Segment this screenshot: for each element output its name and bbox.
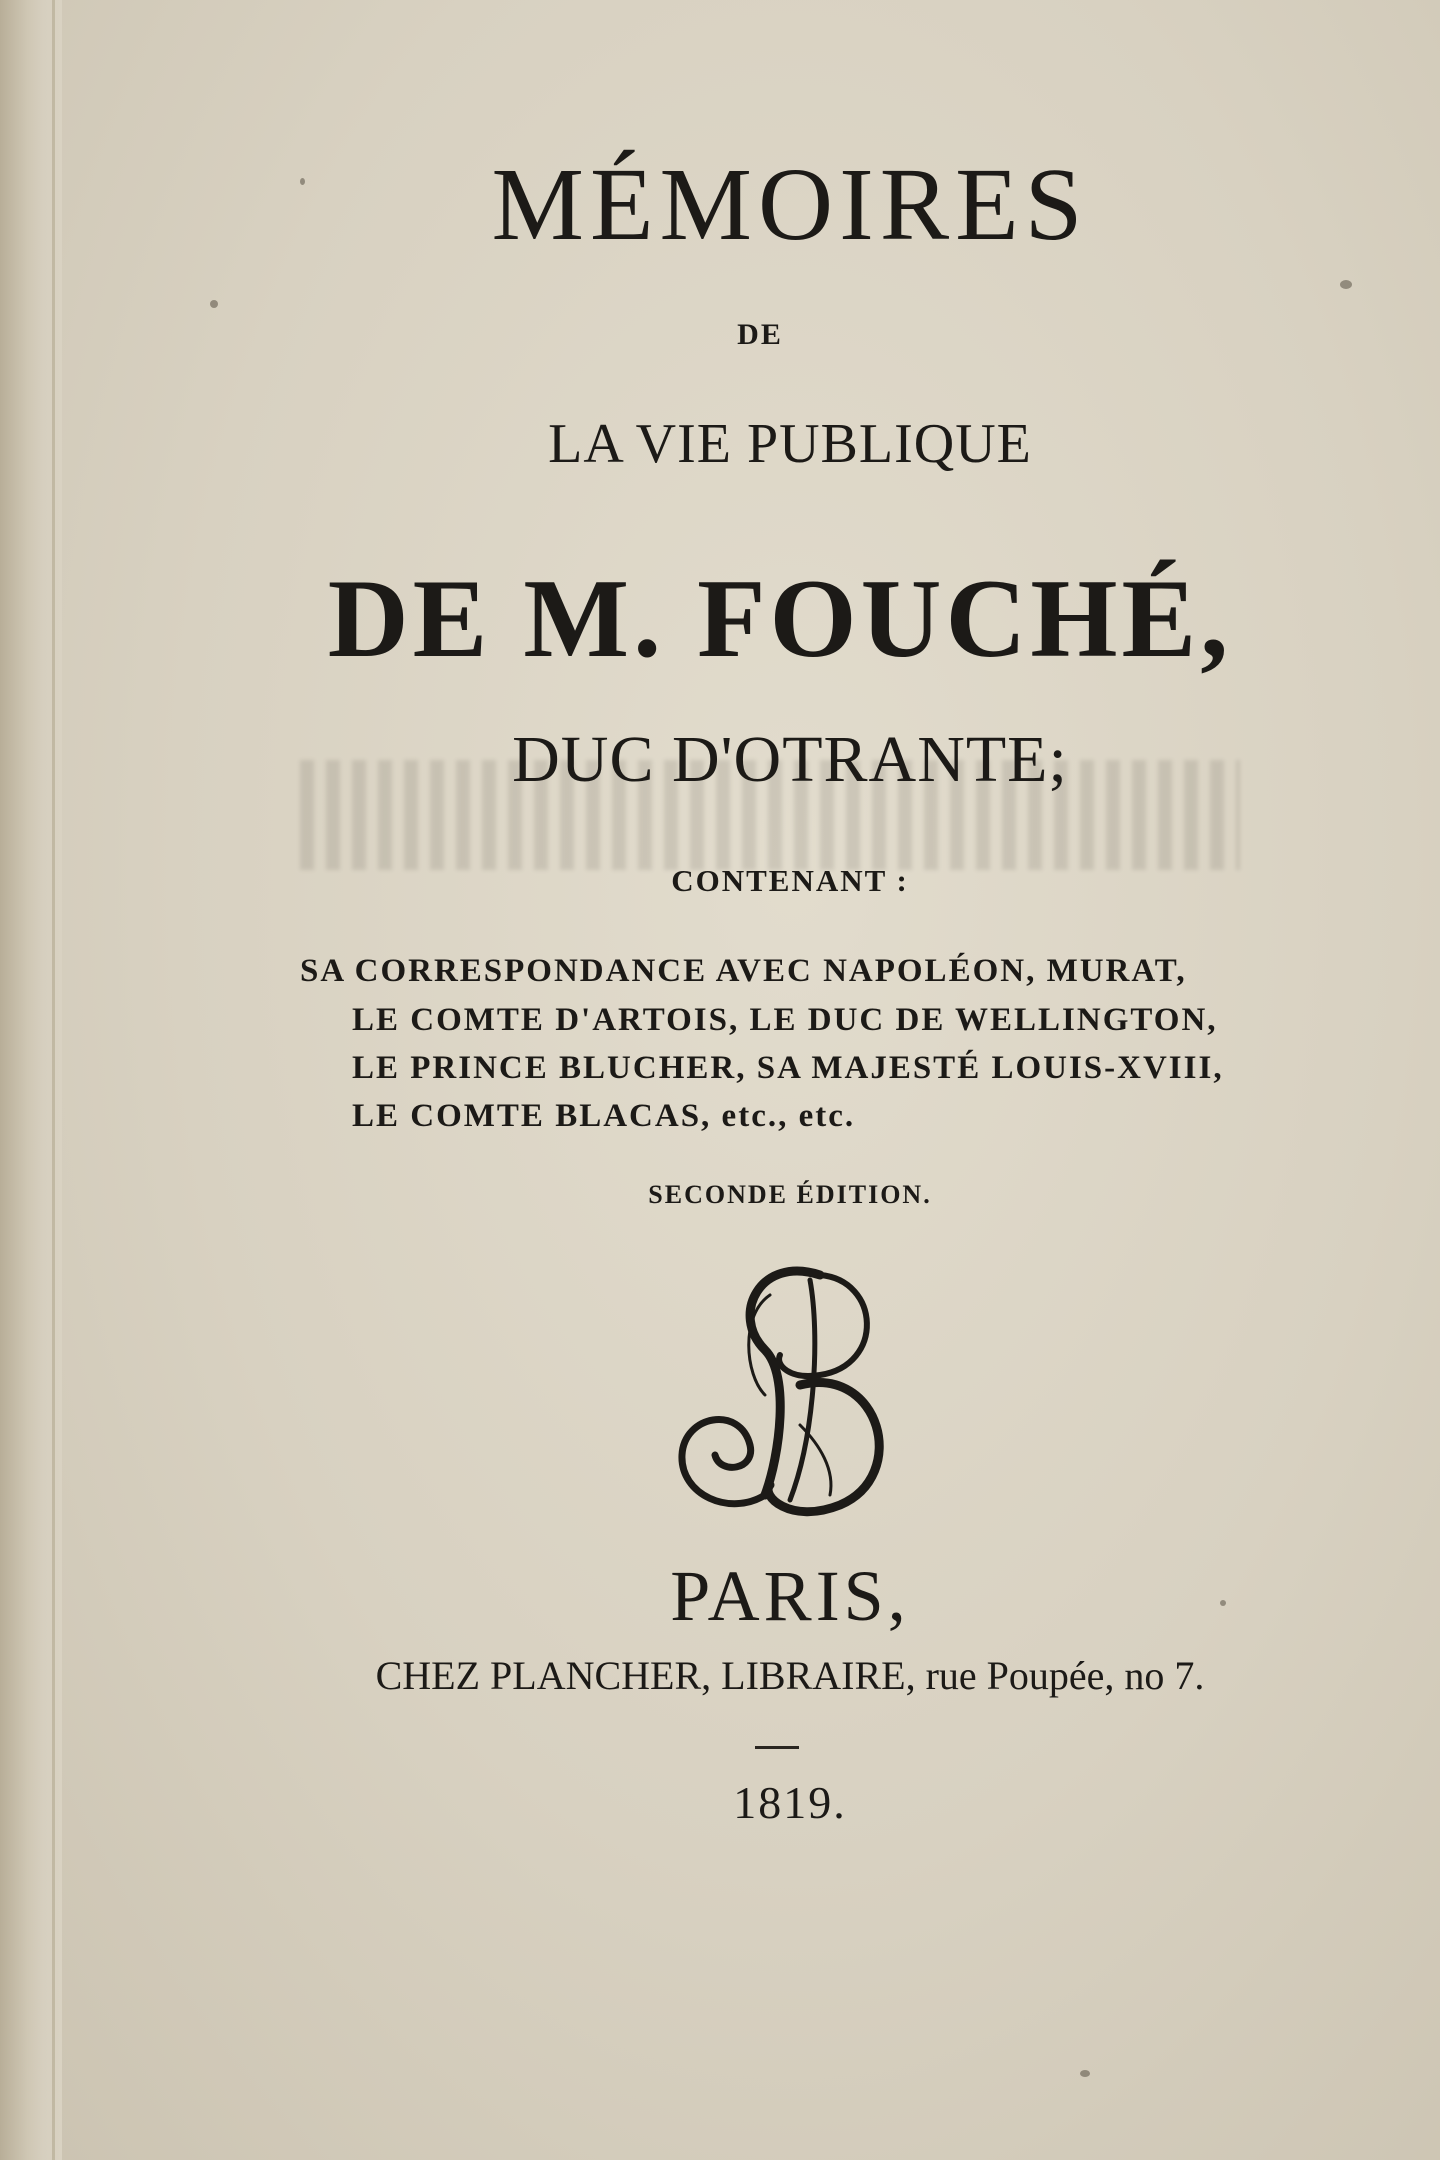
book-subtitle: LA VIE PUBLIQUE: [548, 413, 1032, 475]
author-title: DUC D'OTRANTE;: [512, 723, 1068, 796]
contents-line: LE COMTE BLACAS, etc., etc.: [352, 1098, 856, 1134]
imprint-year: 1819.: [733, 1777, 847, 1828]
title-connector: DE: [737, 318, 783, 351]
imprint-divider: [755, 1746, 799, 1749]
contents-line: LE PRINCE BLUCHER, SA MAJESTÉ LOUIS-XVIII,: [352, 1050, 1224, 1086]
paper-speck: [300, 178, 305, 185]
paper-speck: [210, 300, 218, 308]
contents-line: LE COMTE D'ARTOIS, LE DUC DE WELLINGTON,: [352, 1002, 1218, 1038]
paper-speck: [1220, 1600, 1226, 1606]
paper-speck: [1340, 280, 1352, 289]
paper-speck: [1080, 2070, 1090, 2077]
imprint-city: PARIS,: [670, 1556, 910, 1636]
contents-line: SA CORRESPONDANCE AVEC NAPOLÉON, MURAT,: [300, 953, 1187, 989]
imprint-publisher: CHEZ PLANCHER, LIBRAIRE, rue Poupée, no 7.: [375, 1653, 1205, 1698]
author-name: DE M. FOUCHÉ,: [327, 557, 1233, 681]
contents-heading: CONTENANT :: [671, 863, 909, 898]
edition-note: SECONDE ÉDITION.: [648, 1180, 932, 1209]
book-title: MÉMOIRES: [491, 147, 1089, 262]
publisher-monogram: [670, 1255, 910, 1525]
